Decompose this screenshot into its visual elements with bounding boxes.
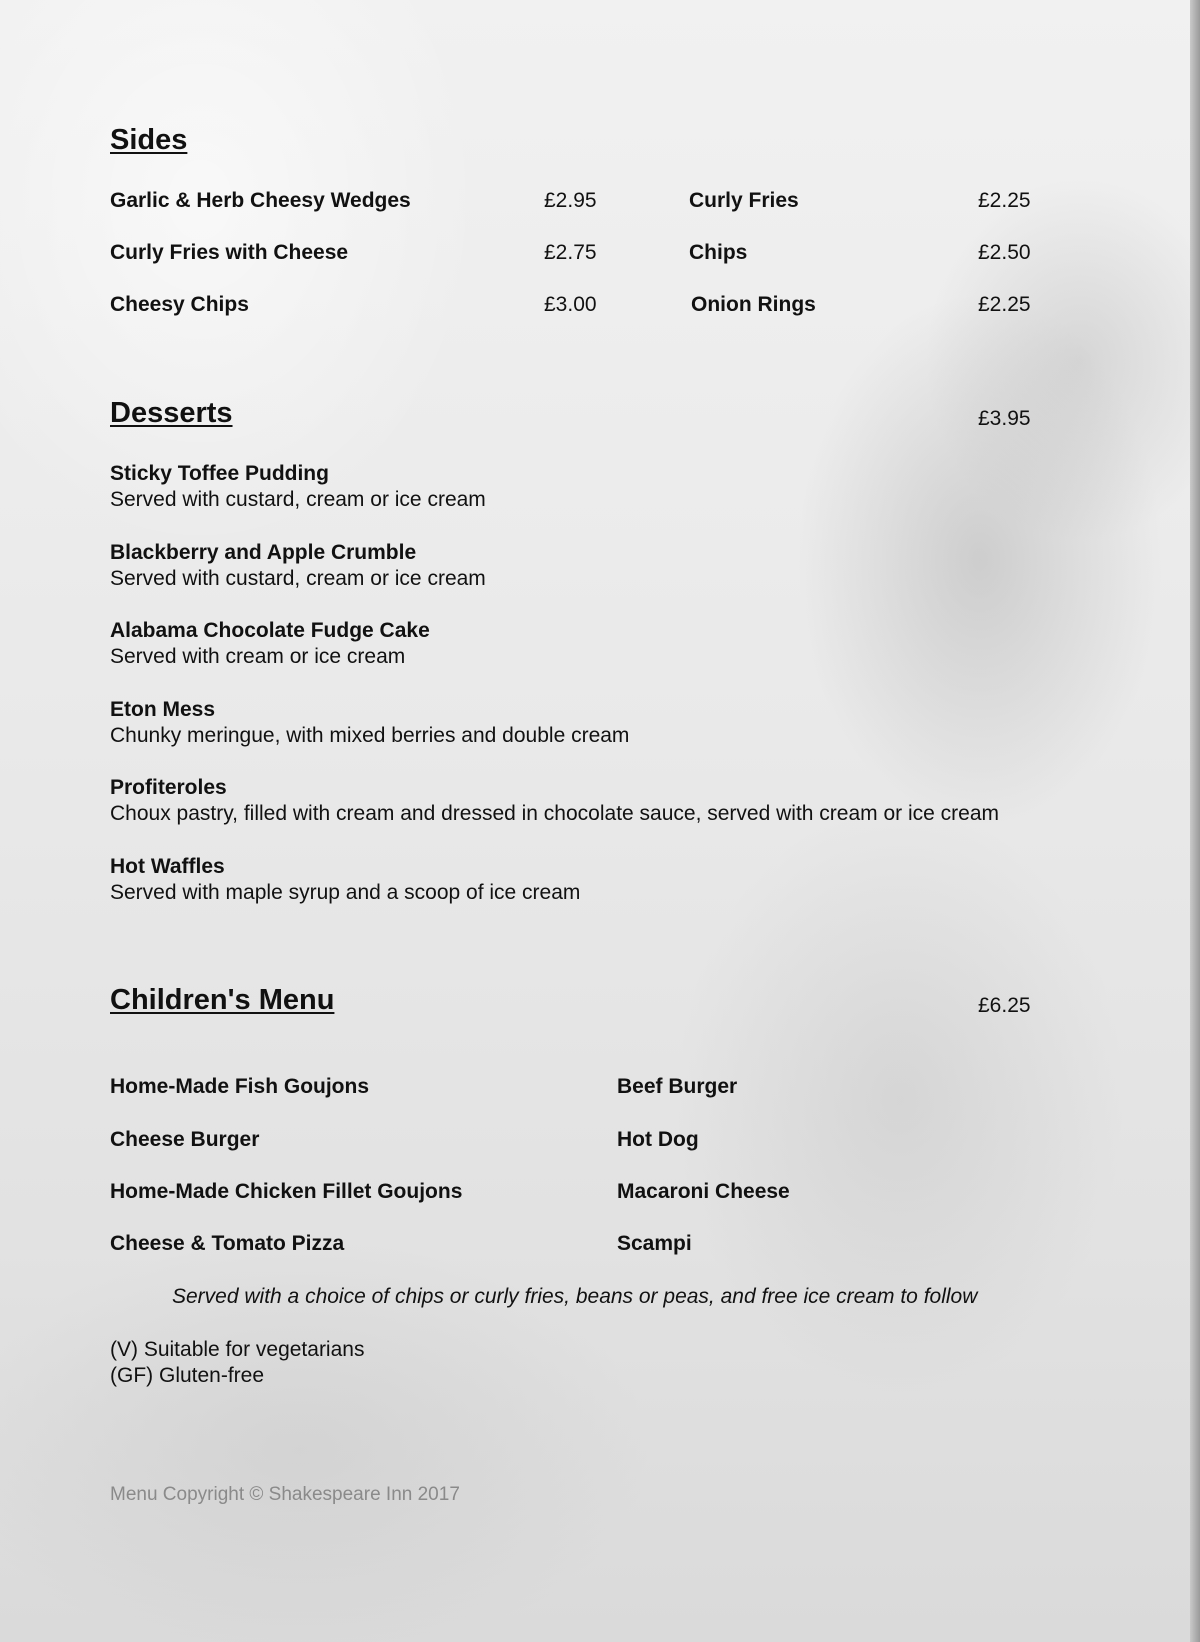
- dessert-name: Eton Mess: [110, 698, 216, 721]
- side-item-price: £2.25: [978, 293, 1031, 316]
- childrens-item: Home-Made Chicken Fillet Goujons: [110, 1180, 463, 1203]
- dessert-item: [110, 854, 580, 906]
- copyright-text: Menu Copyright © Shakespeare Inn 2017: [110, 1484, 460, 1505]
- dessert-name: Alabama Chocolate Fudge Cake: [110, 619, 430, 642]
- dessert-description: Chunky meringue, with mixed berries and double cream: [110, 724, 630, 747]
- childrens-menu-price: £6.25: [978, 994, 1031, 1017]
- childrens-item: Hot Dog: [617, 1128, 699, 1151]
- dessert-description: Served with custard, cream or ice cream: [110, 567, 486, 590]
- side-item-name: Garlic & Herb Cheesy Wedges: [110, 189, 411, 212]
- side-item-name: Curly Fries with Cheese: [110, 241, 349, 264]
- dessert-item: [110, 697, 629, 749]
- side-item-price: £2.50: [978, 241, 1031, 264]
- childrens-item: Beef Burger: [617, 1075, 738, 1098]
- dessert-name: Blackberry and Apple Crumble: [110, 541, 417, 564]
- dessert-item: [110, 461, 486, 513]
- dessert-description: Served with maple syrup and a scoop of ice cream: [110, 881, 581, 904]
- side-item-price: £2.95: [544, 189, 597, 212]
- side-item-price: £2.25: [978, 189, 1031, 212]
- side-item-name: Curly Fries: [689, 189, 799, 212]
- dessert-name: Sticky Toffee Pudding: [110, 462, 329, 485]
- dessert-item: [110, 618, 430, 670]
- legend-gluten-free: (GF) Gluten-free: [110, 1364, 265, 1387]
- sides-heading: Sides: [110, 124, 188, 156]
- dessert-name: Hot Waffles: [110, 855, 225, 878]
- childrens-menu-heading: Children's Menu: [110, 984, 335, 1016]
- side-item-name: Cheesy Chips: [110, 293, 249, 316]
- dessert-item: [110, 775, 999, 827]
- dessert-description: Served with custard, cream or ice cream: [110, 488, 486, 511]
- desserts-heading: Desserts: [110, 397, 233, 429]
- childrens-item: Home-Made Fish Goujons: [110, 1075, 370, 1098]
- page-edge: [1190, 0, 1200, 1642]
- dessert-item: [110, 540, 486, 592]
- childrens-item: Cheese Burger: [110, 1128, 260, 1151]
- dessert-description: Served with cream or ice cream: [110, 645, 406, 668]
- dessert-name: Profiteroles: [110, 776, 227, 799]
- legend-vegetarian: (V) Suitable for vegetarians: [110, 1338, 365, 1361]
- side-item-name: Onion Rings: [691, 293, 816, 316]
- desserts-price: £3.95: [978, 407, 1031, 430]
- childrens-item: Macaroni Cheese: [617, 1180, 790, 1203]
- childrens-item: Scampi: [617, 1232, 692, 1255]
- childrens-menu-note: Served with a choice of chips or curly fries, beans or peas, and free ice cream to follow: [172, 1285, 978, 1308]
- dessert-description: Choux pastry, filled with cream and dressed in chocolate sauce, served with cream or ice cream: [110, 802, 1000, 825]
- side-item-price: £3.00: [544, 293, 597, 316]
- childrens-item: Cheese & Tomato Pizza: [110, 1232, 345, 1255]
- side-item-price: £2.75: [544, 241, 597, 264]
- side-item-name: Chips: [689, 241, 748, 264]
